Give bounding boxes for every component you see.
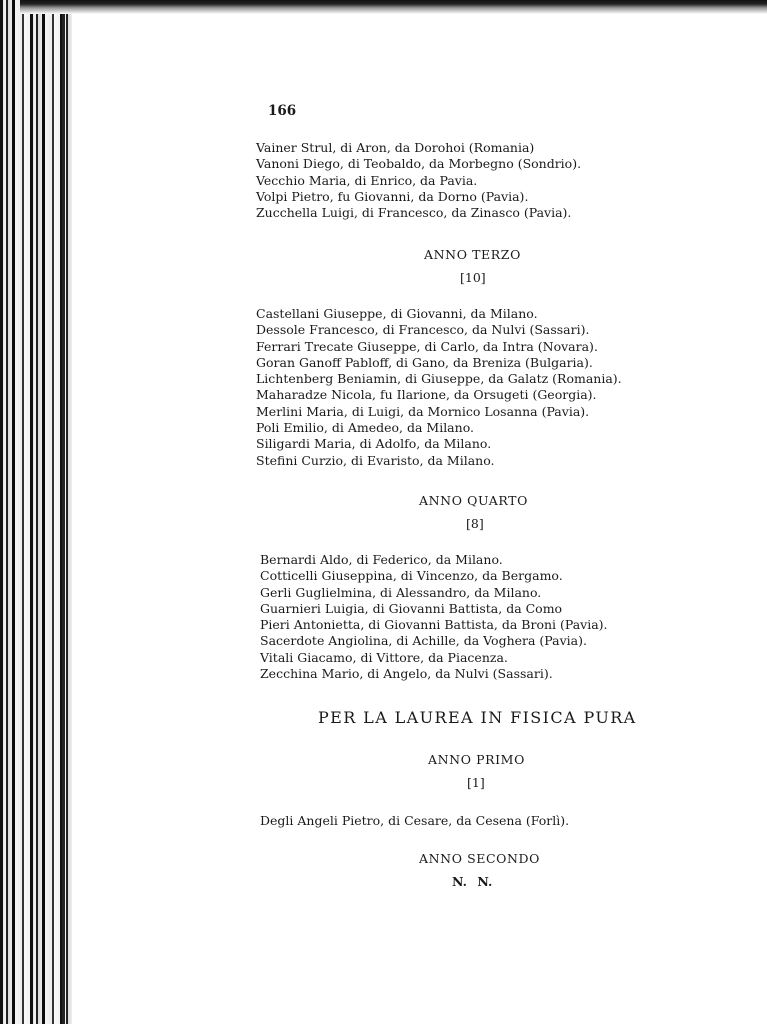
list-item: Pieri Antonietta, di Giovanni Battista, da Broni (Pavia). <box>260 617 608 633</box>
list-item: Lichtenberg Beniamin, di Giuseppe, da Galatz (Romania). <box>256 371 622 387</box>
anno-terzo-heading: ANNO TERZO <box>424 247 521 262</box>
list-item: Maharadze Nicola, fu Ilarione, da Orsugeti (Georgia). <box>256 387 597 403</box>
list-item: Vainer Strul, di Aron, da Dorohoi (Romania) <box>256 140 535 155</box>
list-item: Guarnieri Luigia, di Giovanni Battista, da Como <box>260 600 563 616</box>
anno-primo-entry: Degli Angeli Pietro, di Cesare, da Cesena (Forlì). <box>260 813 570 828</box>
list-item: Dessole Francesco, di Francesco, da Nulvi (Sassari). <box>256 322 590 338</box>
student-list-continued <box>256 140 581 221</box>
list-item: Vanoni Diego, di Teobaldo, da Morbegno (Sondrio). <box>256 156 582 172</box>
anno-terzo-list <box>256 306 622 469</box>
list-item: Castellani Giuseppe, di Giovanni, da Milano. <box>256 306 538 321</box>
list-item: Siligardi Maria, di Adolfo, da Milano. <box>256 436 492 452</box>
list-item: Zucchella Luigi, di Francesco, da Zinasco (Pavia). <box>256 205 572 221</box>
anno-quarto-count: [8] <box>466 516 484 531</box>
anno-secondo-value: N. N. <box>452 874 493 889</box>
page-number: 166 <box>268 103 297 119</box>
list-item: Ferrari Trecate Giuseppe, di Carlo, da Intra (Novara). <box>256 338 598 354</box>
list-item: Merlini Maria, di Luigi, da Mornico Losanna (Pavia). <box>256 403 590 419</box>
list-item: Sacerdote Angiolina, di Achille, da Voghera (Pavia). <box>260 633 587 649</box>
list-item: Cotticelli Giuseppina, di Vincenzo, da Bergamo. <box>260 568 563 584</box>
list-item: Vecchio Maria, di Enrico, da Pavia. <box>256 172 478 188</box>
list-item: Volpi Pietro, fu Giovanni, da Dorno (Pavia). <box>256 188 529 204</box>
list-item: Poli Emilio, di Amedeo, da Milano. <box>256 420 474 436</box>
list-item: Bernardi Aldo, di Federico, da Milano. <box>260 552 503 567</box>
anno-primo-count: [1] <box>467 775 485 790</box>
anno-quarto-list <box>260 552 608 682</box>
anno-primo-heading: ANNO PRIMO <box>428 752 525 767</box>
anno-secondo-heading: ANNO SECONDO <box>419 851 541 866</box>
list-item: Gerli Guglielmina, di Alessandro, da Milano. <box>260 584 542 600</box>
list-item: Goran Ganoff Pabloff, di Gano, da Breniza (Bulgaria). <box>256 354 593 370</box>
list-item: Stefini Curzio, di Evaristo, da Milano. <box>256 452 495 468</box>
anno-quarto-heading: ANNO QUARTO <box>419 493 528 508</box>
list-item: Zecchina Mario, di Angelo, da Nulvi (Sassari). <box>260 666 553 682</box>
section-title-fisica-pura: PER LA LAUREA IN FISICA PURA <box>318 708 637 727</box>
anno-terzo-count: [10] <box>460 270 486 285</box>
list-item: Vitali Giacamo, di Vittore, da Piacenza. <box>260 649 508 665</box>
